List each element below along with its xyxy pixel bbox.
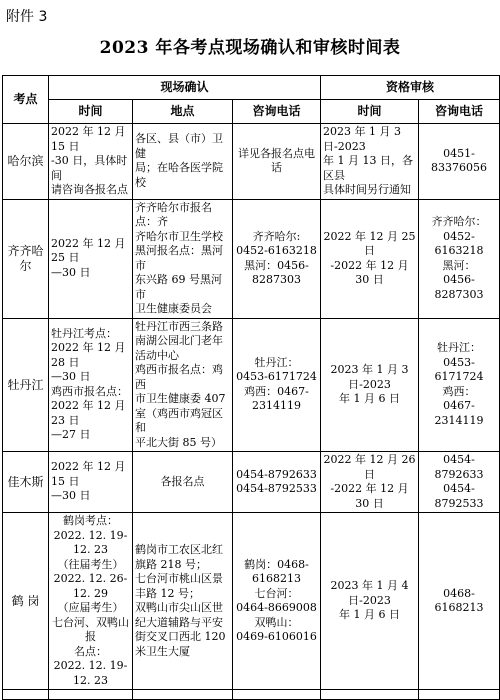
review-time: 2023 年 1 月 4 日-2023 年 1 月 6 日 [321,513,419,690]
confirm-time: 2022 年 12 月 15 日 -30 日，具体时间 请咨询各报名点 [49,124,133,200]
site-name: 齐齐哈尔 [3,199,49,318]
confirm-time: 2022 年 12 月 15 日 —30 日 [49,452,133,513]
confirm-location: 齐齐哈尔市报名点：齐 齐哈尔市卫生学校 黑河报名点：黑河市 东兴路 69 号黑河市 卫生健康委员会 [133,199,233,318]
table-row [3,199,500,318]
confirm-phone: 牡丹江： 0453-6171724 鸡西：0467-2314119 [233,318,321,452]
empty-cell [133,690,233,700]
table-row [3,124,500,200]
header-phone: 咨询电话 [233,100,321,124]
header-site: 考点 [3,76,49,124]
empty-cell [233,690,321,700]
confirm-location: 鹤岗市工农区北红 旗路 218 号； 七台河市桃山区景 丰路 12 号； 双鸭山市尖山区世 纪大道辅路与平安 街交叉口西北 120 米卫生大厦 [133,513,233,690]
table-row-continuation [3,690,500,700]
header-review-phone: 咨询电话 [419,100,500,124]
review-phone: 牡丹江： 0453-6171724 鸡西： 0467-2314119 [419,318,500,452]
table-row [3,513,500,690]
site-name: 佳木斯 [3,452,49,513]
site-name: 鹤 岗 [3,513,49,690]
review-phone: 0451-83376056 [419,124,500,200]
header-location: 地点 [133,100,233,124]
confirm-location: 牡丹江市西三条路 南湖公园北门老年 活动中心 鸡西市报名点：鸡西 市卫生健康委 407 室（鸡西市鸡冠区和 平北大街 85 号） [133,318,233,452]
table-header-row [3,76,500,100]
page-title: 2023 年各考点现场确认和审核时间表 [99,38,401,58]
confirm-phone: 0454-8792633 0454-8792533 [233,452,321,513]
review-time: 2023 年 1 月 3 日-2023 年 1 月 13 日，各区县 具体时间另行通知 [321,124,419,200]
header-review-time: 时间 [321,100,419,124]
review-time: 2022 年 12 月 26 日 -2022 年 12 月 30 日 [321,452,419,513]
schedule-table [2,75,500,700]
table-row [3,318,500,452]
confirm-phone: 鹤岗：0468-6168213 七台河： 0464-8669008 双鸭山： 0469-6106016 [233,513,321,690]
site-name: 哈尔滨 [3,124,49,200]
empty-cell [321,690,419,700]
confirm-location: 各报名点 [133,452,233,513]
review-phone: 0454-8792633 0454-8792533 [419,452,500,513]
confirm-time: 牡丹江考点： 2022 年 12 月 28 日 —30 日 鸡西市报名点： 2022 年 12 月 23 日 —27 日 [49,318,133,452]
empty-cell [419,690,500,700]
confirm-location: 各区、县（市）卫健 局；在哈各医学院校 [133,124,233,200]
review-phone: 齐齐哈尔： 0452-6163218 黑河： 0456-8287303 [419,199,500,318]
table-subheader-row [3,100,500,124]
review-time: 2022 年 12 月 25 日 -2022 年 12 月 30 日 [321,199,419,318]
attachment-label: 附件 3 [6,9,48,25]
review-time: 2023 年 1 月 3 日-2023 年 1 月 6 日 [321,318,419,452]
empty-cell [49,690,133,700]
header-review-group: 资格审核 [321,76,500,100]
confirm-time: 鹤岗考点： 2022. 12. 19-12. 23 （往届考生） 2022. 12. 26-12. 29 （应届考生） 七台河、双鸭山报 名点： 2022. 12. 19-12. 23 [49,513,133,690]
table-row [3,452,500,513]
confirm-time: 2022 年 12 月 25 日 —30 日 [49,199,133,318]
site-name: 牡丹江 [3,318,49,452]
confirm-phone: 齐齐哈尔: 0452-6163218 黑河：0456-8287303 [233,199,321,318]
confirm-phone: 详见各报名点电话 [233,124,321,200]
review-phone: 0468-6168213 [419,513,500,690]
header-confirm-time: 时间 [49,100,133,124]
empty-cell [3,690,49,700]
header-confirm-group: 现场确认 [49,76,321,100]
